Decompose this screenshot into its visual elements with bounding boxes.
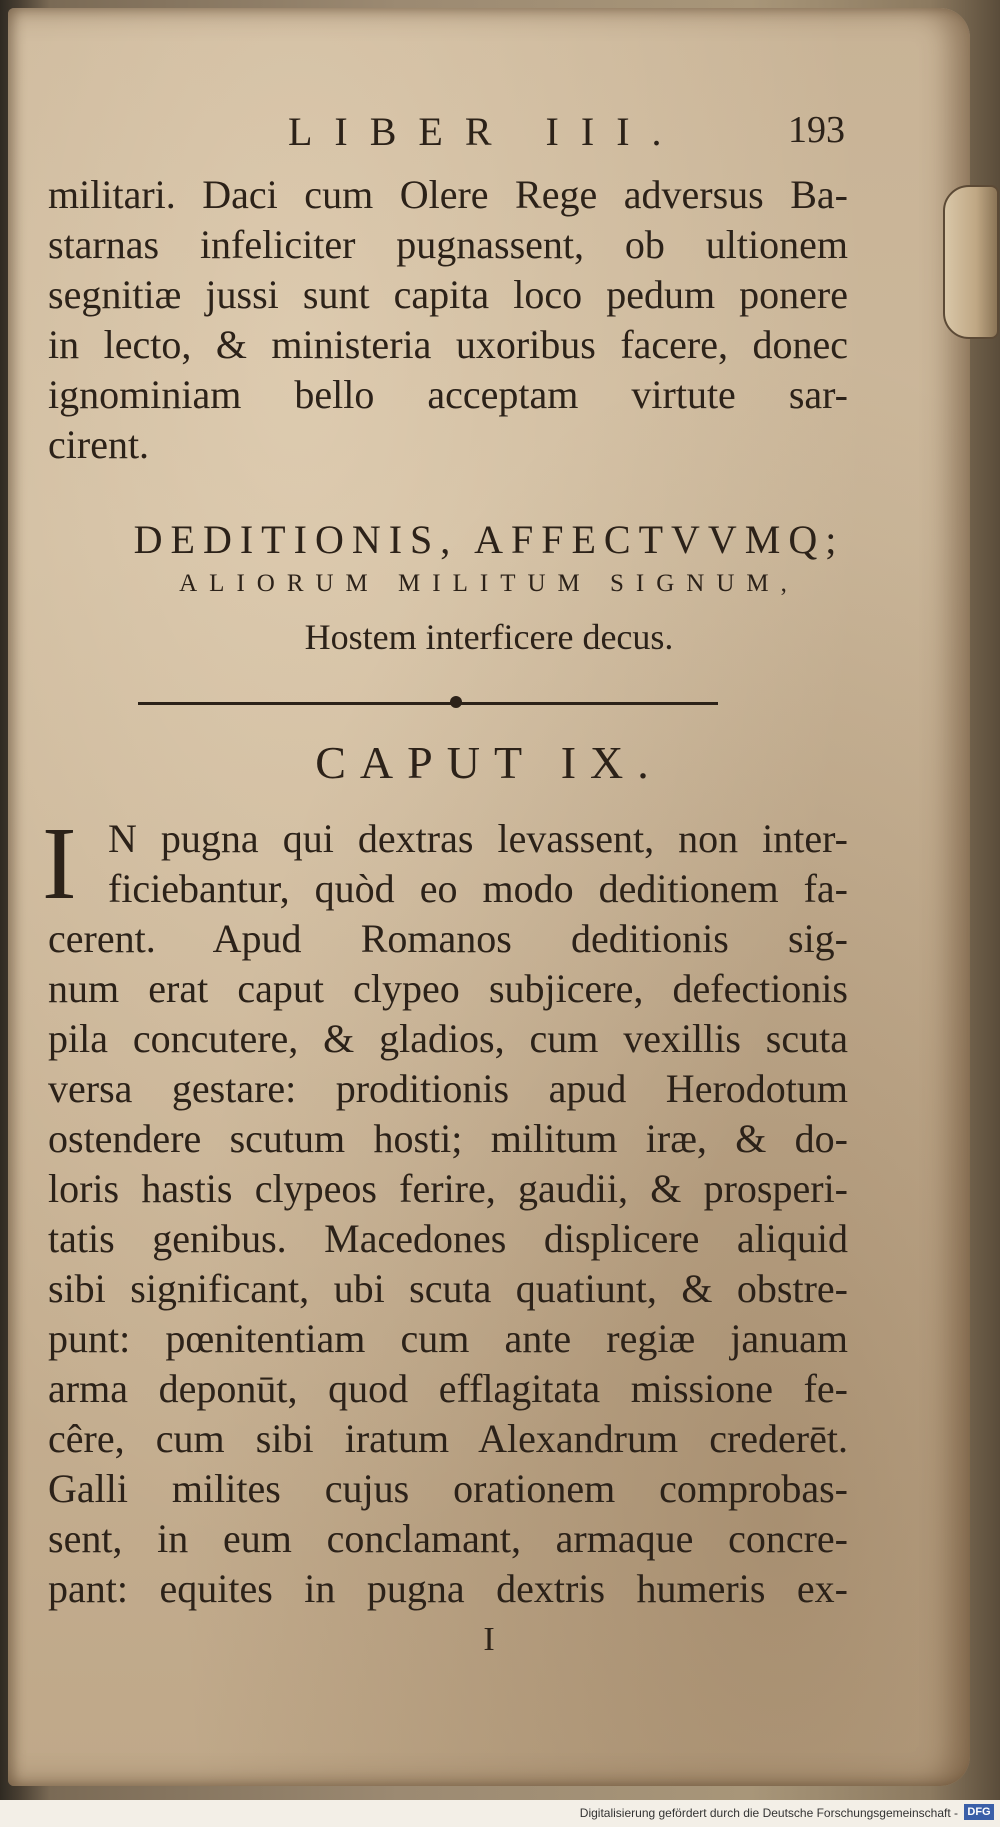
text-line: N pugna qui dextras levassent, non inter- <box>108 816 848 861</box>
section-heading-line1: DEDITIONIS, AFFECTVVMQ; <box>133 517 845 562</box>
text-line: ignominiam bello acceptam virtute sar- <box>48 372 848 417</box>
text-line: cirent. <box>48 422 150 467</box>
text-line: pant: equites in pugna dextris humeris ex- <box>48 1566 848 1611</box>
footer-credit: Digitalisierung gefördert durch die Deutsche Forschungsgemeinschaft - <box>579 1806 958 1820</box>
ornamental-rule <box>138 702 718 705</box>
drop-cap: I <box>42 806 77 921</box>
section-heading-line3: Hostem interficere decus. <box>304 617 674 657</box>
chapter-title: CAPUT IX. <box>315 737 663 788</box>
text-line: starnas infeliciter pugnassent, ob ultionem <box>48 222 848 267</box>
text-line: sent, in eum conclamant, armaque concre- <box>48 1516 848 1561</box>
signature-mark: I <box>483 1621 495 1658</box>
rule-ornament <box>450 696 462 708</box>
text-line: ostendere scutum hosti; militum iræ, & do- <box>48 1116 848 1161</box>
text-line: militari. Daci cum Olere Rege adversus Ba- <box>48 172 848 217</box>
text-line: ficiebantur, quòd eo modo deditionem fa- <box>108 866 848 911</box>
text-line: cerent. Apud Romanos deditionis sig- <box>48 916 848 961</box>
text-line: num erat caput clypeo subjicere, defectionis <box>48 966 848 1011</box>
text-line: sibi significant, ubi scuta quatiunt, & obstre- <box>48 1266 848 1311</box>
page-tab <box>943 185 999 339</box>
paragraph-1 <box>48 170 848 470</box>
running-title: LIBER III. <box>288 109 684 154</box>
text-line: versa gestare: proditionis apud Herodotum <box>48 1066 848 1111</box>
page-header <box>8 96 970 176</box>
text-line: cêre, cum sibi iratum Alexandrum crederēt. <box>48 1416 848 1461</box>
text-line: loris hastis clypeos ferire, gaudii, & prosperi- <box>48 1166 848 1211</box>
text-line: tatis genibus. Macedones displicere aliquid <box>48 1216 848 1261</box>
text-line: in lecto, & ministeria uxoribus facere, donec <box>48 322 848 367</box>
text-line: arma deponūt, quod efflagitata missione fe- <box>48 1366 848 1411</box>
text-line: punt: pœnitentiam cum ante regiæ januam <box>48 1316 848 1361</box>
text-line: pila concutere, & gladios, cum vexillis scuta <box>48 1016 848 1061</box>
text-line: segnitiæ jussi sunt capita loco pedum ponere <box>48 272 848 317</box>
section-heading-line2: ALIORUM MILITUM SIGNUM, <box>179 570 799 597</box>
page-number: 193 <box>788 109 845 151</box>
paragraph-2 <box>48 814 848 1614</box>
dfg-logo: DFG <box>964 1804 994 1820</box>
text-line: Galli milites cujus orationem comprobas- <box>48 1466 848 1511</box>
book-page <box>8 8 970 1786</box>
